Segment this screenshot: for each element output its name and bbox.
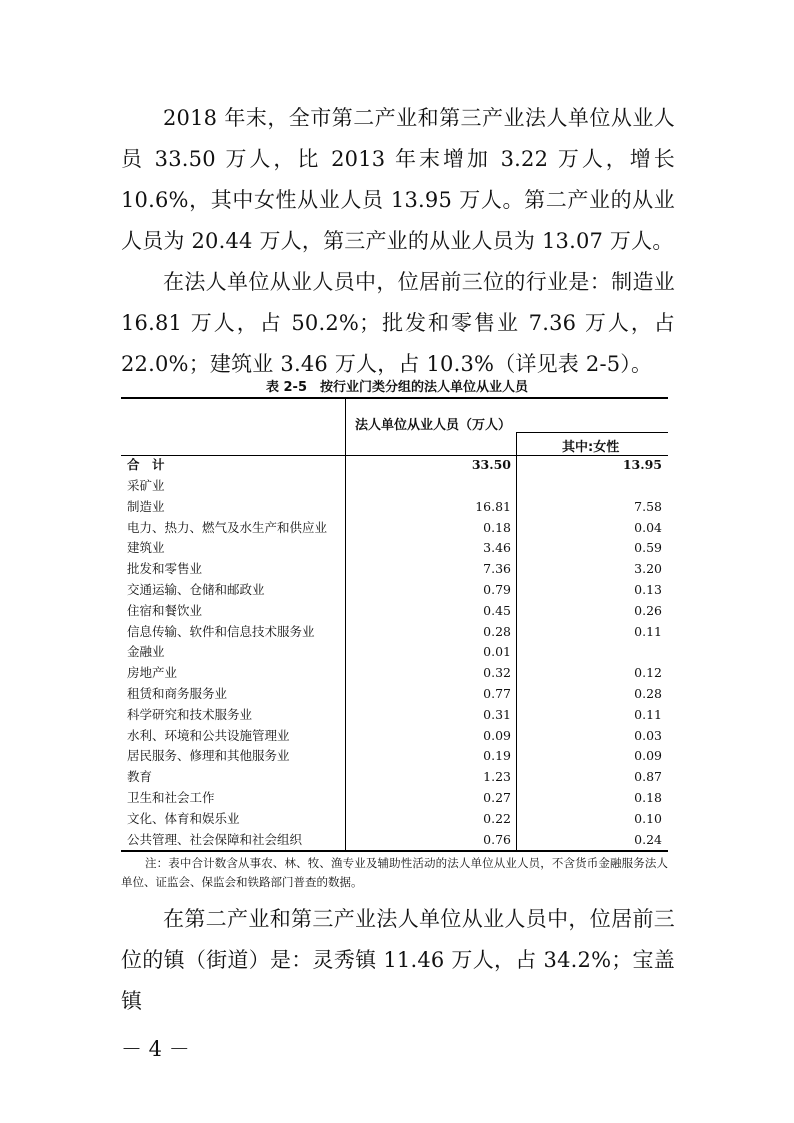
row-value-female: 0.59	[634, 540, 662, 556]
row-value-total: 0.79	[483, 582, 511, 597]
row-value-female: 13.95	[622, 457, 662, 472]
row-value-female: 0.12	[634, 665, 662, 681]
row-value-total: 0.22	[483, 810, 511, 826]
row-label: 信息传输、软件和信息技术服务业	[127, 623, 315, 639]
column-header-female: 其中:女性	[562, 440, 620, 455]
row-value-total: 33.50	[471, 457, 511, 472]
row-label: 制造业	[127, 498, 165, 514]
table-row	[121, 788, 668, 809]
row-value-total: 7.36	[483, 561, 511, 577]
row-value-total: 1.23	[483, 769, 511, 785]
table-row	[121, 663, 668, 684]
row-value-female: 0.13	[634, 582, 662, 597]
page-number: － 4 －	[121, 1037, 190, 1061]
table-row	[121, 684, 668, 705]
row-label: 文化、体育和娱乐业	[127, 810, 240, 826]
row-label: 采矿业	[127, 478, 165, 493]
row-value-female: 0.18	[634, 790, 662, 805]
row-value-female: 0.04	[634, 519, 662, 535]
paragraph-employment-summary: 2018 年末，全市第二产业和第三产业法人单位从业人员 33.50 万人，比 2013 年末增加 3.22 万人，增长 10.6%，其中女性从业人员 13.95 万人。第二产业的从业人员为 20.44 万人，第三产业的从业人员为 13.07 万人。	[121, 106, 675, 253]
table-row	[121, 476, 668, 497]
table-note: 注：表中合计数含从事农、林、牧、渔专业及辅助性活动的法人单位从业人员，不含货币金融服务法人单位、证监会、保监会和铁路部门普查的数据。	[121, 856, 668, 889]
row-label: 金融业	[127, 644, 165, 660]
table-row	[121, 518, 668, 539]
row-value-total: 0.45	[483, 602, 511, 618]
table-row	[121, 746, 668, 767]
row-value-total: 0.28	[483, 623, 511, 639]
row-value-total: 0.27	[483, 790, 511, 805]
row-label: 科学研究和技术服务业	[127, 706, 253, 722]
table-row-total	[121, 455, 668, 476]
row-value-female: 0.87	[634, 769, 662, 785]
row-label: 水利、环境和公共设施管理业	[127, 727, 290, 743]
column-header-total: 法人单位从业人员（万人）	[355, 418, 512, 433]
row-value-female: 0.24	[634, 831, 662, 847]
table-row	[121, 705, 668, 726]
row-label: 住宿和餐饮业	[127, 602, 203, 618]
table-caption: 表 2-5 按行业门类分组的法人单位从业人员	[265, 380, 528, 395]
row-value-total: 0.18	[483, 519, 511, 535]
row-label: 批发和零售业	[127, 561, 203, 577]
row-value-female: 7.58	[634, 498, 662, 514]
table-row	[121, 642, 668, 663]
paragraph-top-towns: 在第二产业和第三产业法人单位从业人员中，位居前三位的镇（街道）是：灵秀镇 11.46 万人，占 34.2%；宝盖镇	[121, 907, 675, 1013]
row-value-total: 0.19	[483, 748, 511, 764]
row-value-total: 3.46	[483, 540, 511, 556]
table-row	[121, 830, 668, 851]
row-value-female: 0.03	[634, 727, 662, 743]
row-label: 卫生和社会工作	[127, 790, 215, 805]
table-row	[121, 497, 668, 518]
paragraph-top-industries: 在法人单位从业人员中，位居前三位的行业是：制造业 16.81 万人，占 50.2%；批发和零售业 7.36 万人，占 22.0%；建筑业 3.46 万人，占 10.3%（详见表 2-5）。	[121, 270, 675, 376]
row-value-total: 16.81	[475, 498, 511, 514]
table-row	[121, 726, 668, 747]
row-label: 租赁和商务服务业	[127, 686, 228, 701]
row-value-total: 0.77	[483, 686, 511, 701]
row-label: 建筑业	[127, 540, 165, 556]
row-value-total: 0.09	[483, 727, 511, 743]
row-label: 居民服务、修理和其他服务业	[127, 748, 290, 764]
table-row	[121, 580, 668, 601]
row-value-female: 0.26	[634, 602, 662, 618]
table-row	[121, 767, 668, 788]
row-value-female: 0.11	[634, 623, 662, 639]
row-label: 房地产业	[127, 665, 178, 681]
row-value-total: 0.32	[483, 665, 511, 681]
table-row	[121, 601, 668, 622]
row-label: 电力、热力、燃气及水生产和供应业	[127, 519, 328, 535]
row-value-total: 0.01	[483, 644, 511, 660]
row-label: 交通运输、仓储和邮政业	[127, 582, 265, 597]
row-label: 教育	[127, 769, 153, 785]
row-value-female: 0.11	[634, 706, 662, 722]
table-row	[121, 809, 668, 830]
row-label: 合 计	[127, 457, 165, 472]
row-value-female: 3.20	[634, 561, 662, 577]
row-label: 公共管理、社会保障和社会组织	[127, 831, 303, 847]
header-sub-rule	[516, 432, 668, 433]
row-value-total: 0.76	[483, 831, 511, 847]
table-row	[121, 538, 668, 559]
table-row	[121, 622, 668, 643]
table-row	[121, 559, 668, 580]
row-value-female: 0.09	[634, 748, 662, 764]
row-value-female: 0.10	[634, 810, 662, 826]
table-top-rule	[121, 397, 668, 399]
row-value-total: 0.31	[483, 706, 511, 722]
row-value-female: 0.28	[634, 686, 662, 701]
